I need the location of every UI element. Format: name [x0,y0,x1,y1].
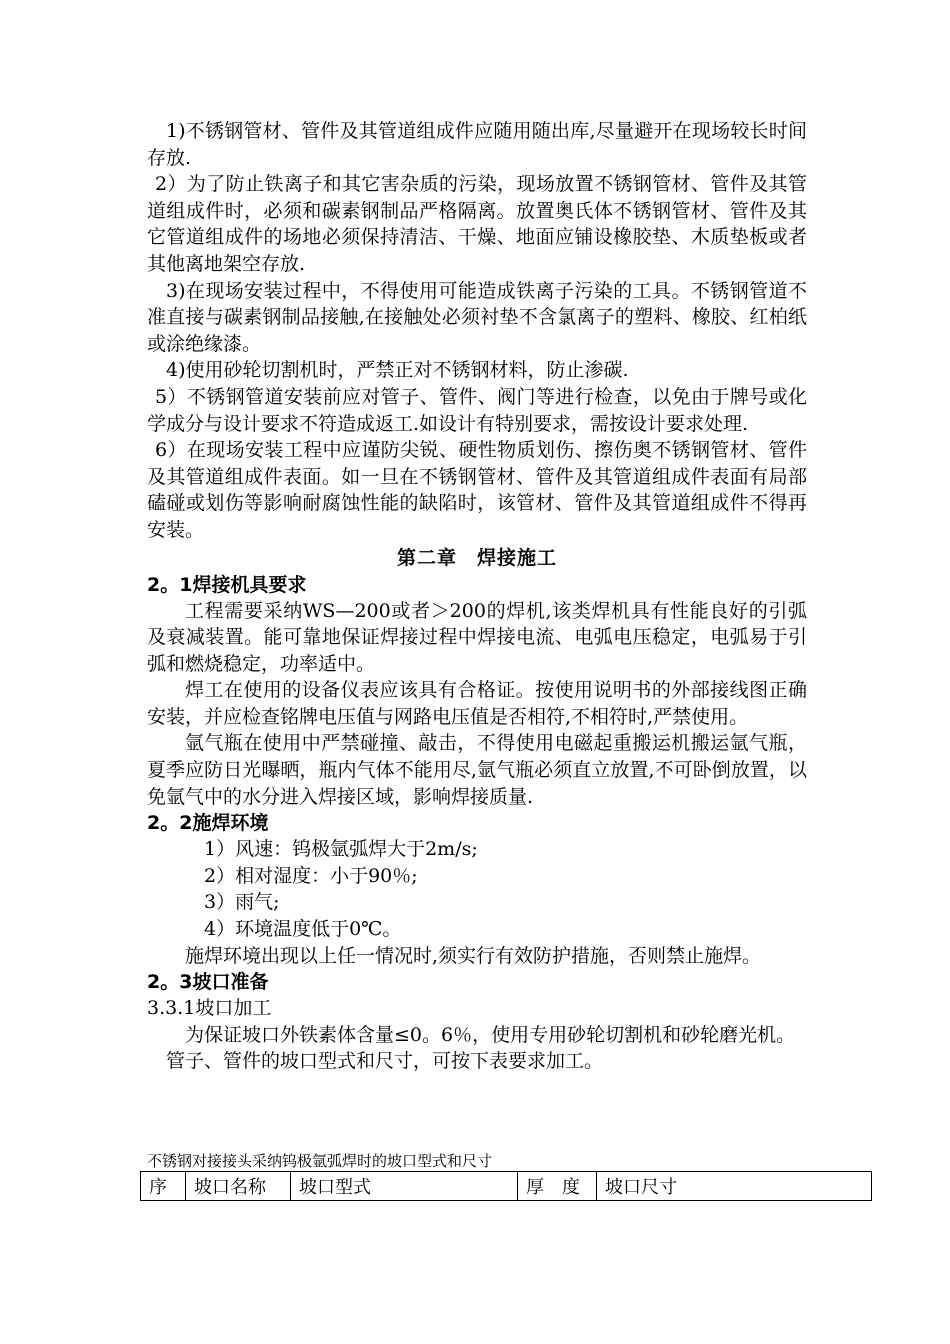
paragraph-env-closing: 施焊环境出现以上任一情况时,须实行有效防护措施，否则禁止施焊。 [185,944,762,967]
text-column [147,118,807,1075]
paragraph-5: 5）不锈钢管道安装前应对管子、管件、阀门等进行检查，以免由于牌号或化学成分与设计要求不符造成返工.如设计有特别要求，需按设计要求处理. [147,385,807,435]
paragraph-3: 3)在现场安装过程中，不得使用可能造成铁离子污染的工具。不锈钢管道不准直接与碳素钢制品接触,在接触处必须衬垫不含氯离子的塑料、橡胶、红柏纸或涂绝缘漆。 [147,279,807,355]
section-heading-2-3: 2。3坡口准备 [147,971,269,994]
env-item-4: 4）环境温度低于0℃。 [204,918,402,941]
section-heading-2-2: 2。2施焊环境 [147,812,269,835]
paragraph-2: 2）为了防止铁离子和其它害杂质的污染，现场放置不锈钢管材、管件及其管道组成件时，必须和碳素钢制品严格隔离。放置奥氏体不锈钢管材、管件及其它管道组成件的场地必须保持清洁、干燥、地面应铺设橡胶垫、木质垫板或者其他离地架空存放. [147,173,807,275]
table-header-cell: 坡口型式 [291,1172,518,1201]
chapter-title: 第二章 焊接施工 [396,546,557,569]
paragraph-welder: 工程需要采纳WS—200或者＞200的焊机,该类焊机具有性能良好的引弧及衰减装置。能可靠地保证焊接过程中焊接电流、电弧电压稳定，电弧易于引弧和燃烧稳定，功率适中。 [147,599,807,675]
env-item-2: 2）相对湿度：小于90％; [204,864,418,887]
paragraph-4: 4)使用砂轮切割机时，严禁正对不锈钢材料，防止渗碳. [166,359,629,382]
table-header-cell: 序 [141,1172,186,1201]
env-item-3: 3）雨气; [204,891,280,914]
table-header-cell: 坡口名称 [186,1172,291,1201]
table-caption: 不锈钢对接接头采纳钨极氩弧焊时的坡口型式和尺寸 [147,1152,493,1170]
paragraph-equipment: 焊工在使用的设备仪表应该具有合格证。按使用说明书的外部接线图正确安装，并应检查铭牌电压值与网路电压值是否相符,不相符时,严禁使用。 [147,679,807,728]
section-heading-2-1: 2。1焊接机具要求 [147,573,307,596]
env-item-1: 1）风速：钨极氩弧焊大于2m/s; [204,838,478,861]
table-header-row [141,1172,872,1201]
paragraph-1: 1)不锈钢管材、管件及其管道组成件应随用随出库,尽量避开在现场较长时间存放. [147,120,807,169]
table-header-cell: 厚 度 [518,1172,597,1201]
paragraph-table-intro: 管子、管件的坡口型式和尺寸，可按下表要求加工。 [166,1050,604,1073]
groove-table [140,1171,872,1201]
paragraph-argon: 氩气瓶在使用中严禁碰撞、敲击，不得使用电磁起重搬运机搬运氩气瓶，夏季应防日光曝晒，瓶内气体不能用尽,氩气瓶必须直立放置,不可卧倒放置，以免氩气中的水分进入焊接区域，影响焊接质量. [147,732,807,808]
table-header-cell: 坡口尺寸 [597,1172,872,1201]
paragraph-6: 6）在现场安装工程中应谨防尖锐、硬性物质划伤、擦伤奥不锈钢管材、管件及其管道组成件表面。如一旦在不锈钢管材、管件及其管道组成件表面有局部磕碰或划伤等影响耐腐蚀性能的缺陷时，该管材、管件及其管道组成件不得再安装。 [147,439,807,541]
paragraph-ferrite: 为保证坡口外铁素体含量≤0。6％，使用专用砂轮切割机和砂轮磨光机。 [185,1023,796,1046]
subheading-3-3-1: 3.3.1坡口加工 [147,997,272,1020]
